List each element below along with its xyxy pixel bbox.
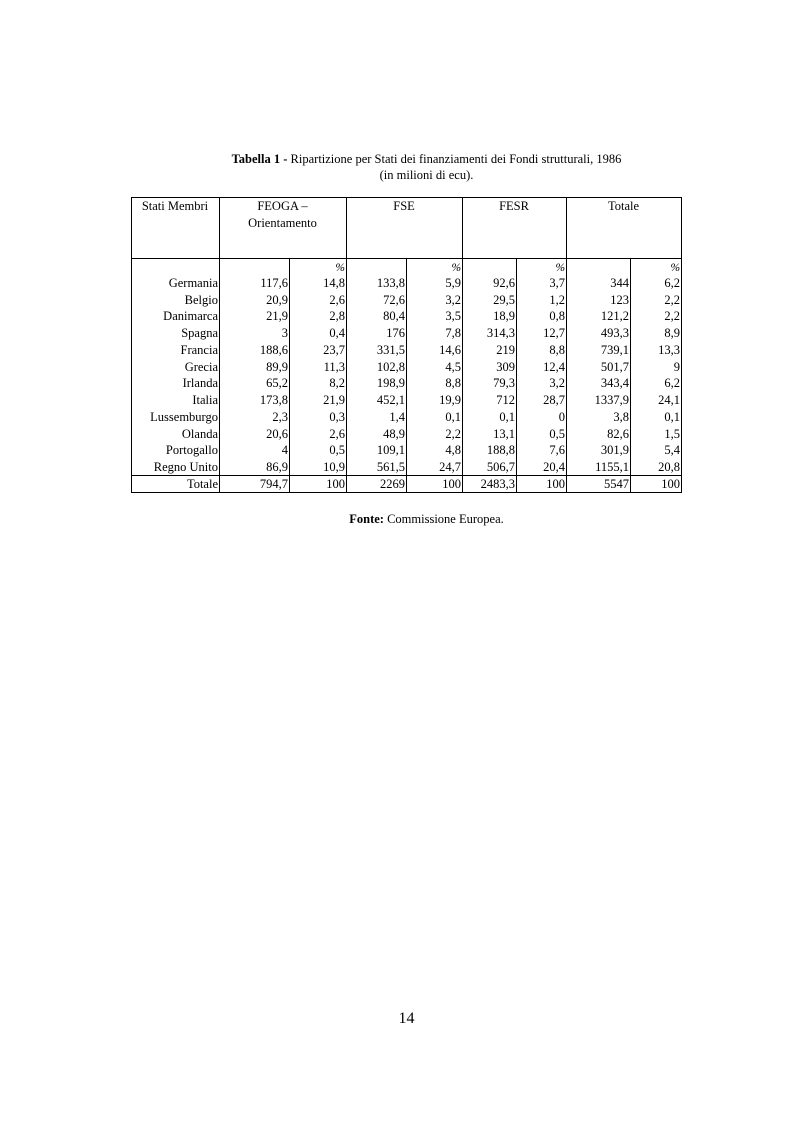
cell-value: 102,8	[347, 358, 407, 375]
cell-country: Regno Unito	[132, 458, 220, 475]
cell-percent: 0,1	[631, 408, 682, 425]
cell-country: Olanda	[132, 425, 220, 442]
cell-percent: 100	[517, 476, 567, 493]
cell-value: 794,7	[220, 476, 290, 493]
cell-percent: 19,9	[407, 391, 463, 408]
header-totale: Totale	[567, 198, 682, 259]
cell-value: 82,6	[567, 425, 631, 442]
caption-text: Ripartizione per Stati dei finanziamenti dei Fondi strutturali, 1986	[287, 152, 622, 166]
cell-percent: 100	[290, 476, 347, 493]
caption-label: Tabella 1 -	[231, 152, 288, 166]
header-feoga: FEOGA – Orientamento	[220, 198, 347, 259]
cell-percent: 20,8	[631, 458, 682, 475]
cell-percent: 28,7	[517, 391, 567, 408]
cell-value: 133,8	[347, 274, 407, 291]
cell-percent: 11,3	[290, 358, 347, 375]
table-row	[132, 324, 682, 341]
cell-percent: 1,5	[631, 425, 682, 442]
cell-percent: 0,5	[290, 442, 347, 459]
cell-value: 1,4	[347, 408, 407, 425]
cell-value: 117,6	[220, 274, 290, 291]
cell-value: 109,1	[347, 442, 407, 459]
cell-percent: 13,3	[631, 341, 682, 358]
cell-value: 20,6	[220, 425, 290, 442]
table-row	[132, 442, 682, 459]
cell-percent: 8,8	[517, 341, 567, 358]
cell-value: 123	[567, 291, 631, 308]
cell-value: 219	[463, 341, 517, 358]
cell-percent: 10,9	[290, 458, 347, 475]
cell-value: 331,5	[347, 341, 407, 358]
cell-value: 0,1	[463, 408, 517, 425]
cell-percent: 4,5	[407, 358, 463, 375]
table-row	[132, 408, 682, 425]
cell-percent: 24,7	[407, 458, 463, 475]
percent-row	[132, 259, 682, 275]
cell-percent: 2,6	[290, 291, 347, 308]
cell-percent: 14,8	[290, 274, 347, 291]
cell-percent: 8,2	[290, 375, 347, 392]
cell-value: 79,3	[463, 375, 517, 392]
cell-country: Totale	[132, 476, 220, 493]
table-row	[132, 358, 682, 375]
cell-percent: 8,8	[407, 375, 463, 392]
pct-label: %	[517, 259, 567, 275]
cell-percent: 23,7	[290, 341, 347, 358]
cell-percent: 0,4	[290, 324, 347, 341]
cell-value: 1337,9	[567, 391, 631, 408]
cell-value: 2483,3	[463, 476, 517, 493]
cell-value: 452,1	[347, 391, 407, 408]
cell-percent: 14,6	[407, 341, 463, 358]
cell-percent: 12,7	[517, 324, 567, 341]
header-fesr: FESR	[463, 198, 567, 259]
cell-value: 344	[567, 274, 631, 291]
cell-percent: 21,9	[290, 391, 347, 408]
table-row	[132, 425, 682, 442]
cell-percent: 100	[631, 476, 682, 493]
table-row	[132, 274, 682, 291]
cell-percent: 8,9	[631, 324, 682, 341]
total-row	[132, 476, 682, 493]
cell-percent: 2,6	[290, 425, 347, 442]
cell-percent: 3,2	[517, 375, 567, 392]
cell-value: 80,4	[347, 308, 407, 325]
pct-label: %	[631, 259, 682, 275]
cell-value: 5547	[567, 476, 631, 493]
cell-value: 493,3	[567, 324, 631, 341]
cell-percent: 24,1	[631, 391, 682, 408]
cell-country: Belgio	[132, 291, 220, 308]
cell-percent: 2,8	[290, 308, 347, 325]
cell-value: 343,4	[567, 375, 631, 392]
cell-country: Germania	[132, 274, 220, 291]
cell-value: 13,1	[463, 425, 517, 442]
cell-value: 92,6	[463, 274, 517, 291]
source-note	[0, 512, 793, 527]
cell-country: Italia	[132, 391, 220, 408]
cell-value: 176	[347, 324, 407, 341]
cell-value: 198,9	[347, 375, 407, 392]
cell-value: 2269	[347, 476, 407, 493]
cell-country: Portogallo	[132, 442, 220, 459]
cell-value: 4	[220, 442, 290, 459]
cell-country: Francia	[132, 341, 220, 358]
cell-country: Spagna	[132, 324, 220, 341]
cell-country: Grecia	[132, 358, 220, 375]
cell-value: 86,9	[220, 458, 290, 475]
funding-table	[131, 197, 682, 493]
header-stati-membri: Stati Membri	[132, 198, 220, 259]
cell-value: 173,8	[220, 391, 290, 408]
cell-percent: 6,2	[631, 274, 682, 291]
table-row	[132, 391, 682, 408]
caption-subtitle: (in milioni di ecu).	[379, 168, 474, 182]
cell-percent: 3,2	[407, 291, 463, 308]
cell-percent: 0,8	[517, 308, 567, 325]
table-row	[132, 341, 682, 358]
pct-label: %	[290, 259, 347, 275]
cell-value: 1155,1	[567, 458, 631, 475]
cell-percent: 0	[517, 408, 567, 425]
cell-value: 121,2	[567, 308, 631, 325]
cell-value: 18,9	[463, 308, 517, 325]
cell-value: 65,2	[220, 375, 290, 392]
cell-value: 314,3	[463, 324, 517, 341]
cell-percent: 3,5	[407, 308, 463, 325]
cell-value: 561,5	[347, 458, 407, 475]
cell-percent: 9	[631, 358, 682, 375]
header-fse: FSE	[347, 198, 463, 259]
cell-percent: 2,2	[631, 308, 682, 325]
cell-value: 89,9	[220, 358, 290, 375]
table-row	[132, 291, 682, 308]
cell-percent: 5,4	[631, 442, 682, 459]
cell-value: 506,7	[463, 458, 517, 475]
cell-country: Irlanda	[132, 375, 220, 392]
cell-value: 712	[463, 391, 517, 408]
cell-percent: 1,2	[517, 291, 567, 308]
pct-label: %	[407, 259, 463, 275]
cell-value: 188,8	[463, 442, 517, 459]
cell-value: 48,9	[347, 425, 407, 442]
cell-percent: 0,3	[290, 408, 347, 425]
cell-percent: 0,1	[407, 408, 463, 425]
table-row	[132, 458, 682, 475]
cell-percent: 4,8	[407, 442, 463, 459]
cell-value: 309	[463, 358, 517, 375]
cell-value: 3,8	[567, 408, 631, 425]
cell-value: 501,7	[567, 358, 631, 375]
cell-value: 21,9	[220, 308, 290, 325]
cell-percent: 12,4	[517, 358, 567, 375]
cell-percent: 3,7	[517, 274, 567, 291]
cell-value: 739,1	[567, 341, 631, 358]
cell-percent: 7,6	[517, 442, 567, 459]
cell-percent: 2,2	[631, 291, 682, 308]
cell-percent: 100	[407, 476, 463, 493]
table-body	[132, 259, 682, 493]
table-row	[132, 375, 682, 392]
cell-country: Lussemburgo	[132, 408, 220, 425]
cell-percent: 7,8	[407, 324, 463, 341]
cell-country: Danimarca	[132, 308, 220, 325]
cell-value: 2,3	[220, 408, 290, 425]
cell-value: 3	[220, 324, 290, 341]
cell-value: 188,6	[220, 341, 290, 358]
source-text: Commissione Europea.	[383, 512, 504, 526]
header-row	[132, 198, 682, 259]
source-label: Fonte:	[349, 512, 384, 526]
cell-percent: 2,2	[407, 425, 463, 442]
cell-value: 20,9	[220, 291, 290, 308]
cell-value: 301,9	[567, 442, 631, 459]
cell-percent: 6,2	[631, 375, 682, 392]
cell-percent: 5,9	[407, 274, 463, 291]
cell-value: 29,5	[463, 291, 517, 308]
cell-percent: 0,5	[517, 425, 567, 442]
page-number: 14	[398, 1010, 415, 1027]
table-caption	[0, 151, 793, 183]
table-row	[132, 308, 682, 325]
cell-percent: 20,4	[517, 458, 567, 475]
cell-value: 72,6	[347, 291, 407, 308]
